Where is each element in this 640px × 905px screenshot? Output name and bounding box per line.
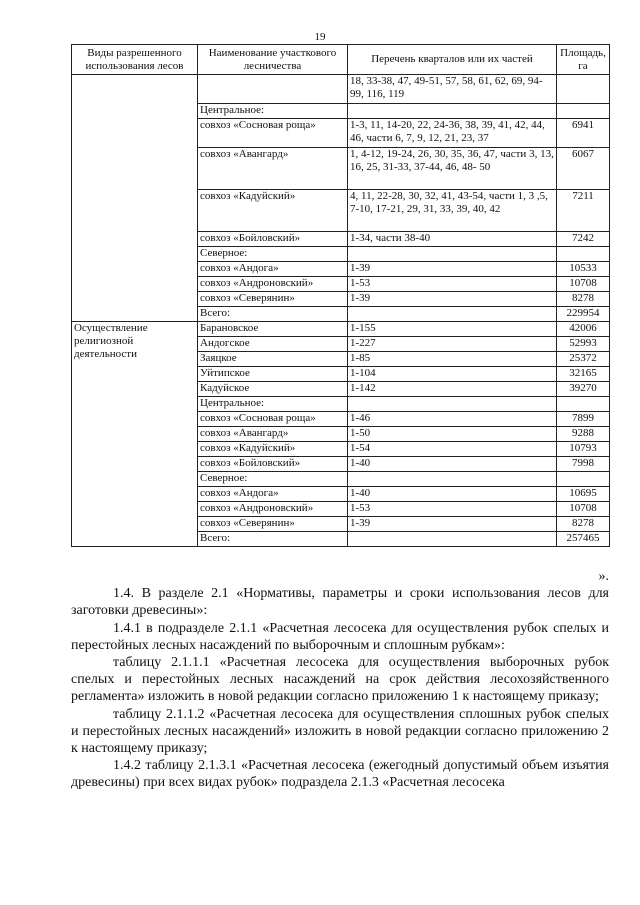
forestry-cell: совхоз «Кадуйский» [198, 190, 348, 232]
quarters-cell: 4, 11, 22-28, 30, 32, 41, 43-54, части 1, 3 ,5, 7-10, 17-21, 29, 31, 33, 39, 40, 42 [348, 190, 557, 232]
paragraph-1-4-1: 1.4.1 в подразделе 2.1.1 «Расчетная лесосека для осуществления рубок спелых и перестойных лесных насаждений по выборочным и сплошным рубкам»: [71, 620, 609, 653]
area-cell [557, 397, 610, 412]
area-cell: 7211 [557, 190, 610, 232]
header-area: Площадь, га [557, 45, 610, 75]
quarters-cell: 1-34, части 38-40 [348, 232, 557, 247]
quarters-cell: 18, 33-38, 47, 49-51, 57, 58, 61, 62, 69, 94-99, 116, 119 [348, 75, 557, 104]
header-quarters: Перечень кварталов или их частей [348, 45, 557, 75]
area-cell: 25372 [557, 352, 610, 367]
forest-use-table [71, 44, 610, 547]
total-quarters-empty [348, 532, 557, 547]
table-row [72, 322, 610, 337]
area-cell: 6067 [557, 148, 610, 190]
area-cell [557, 104, 610, 119]
forestry-cell: Центральное: [198, 397, 348, 412]
total-area: 229954 [557, 307, 610, 322]
forestry-cell: совхоз «Кадуйский» [198, 442, 348, 457]
forestry-cell: совхоз «Северянин» [198, 292, 348, 307]
closing-quote: ». [598, 569, 609, 584]
area-cell: 8278 [557, 292, 610, 307]
quarters-cell [348, 247, 557, 262]
use-type-cell: Осуществление религиозной деятельности [72, 322, 198, 547]
body-text [71, 568, 609, 792]
quarters-cell [348, 104, 557, 119]
total-label: Всего: [198, 532, 348, 547]
use-type-cell [72, 75, 198, 322]
table-row [72, 75, 610, 104]
table-header-row [72, 45, 610, 75]
forestry-cell: Северное: [198, 472, 348, 487]
area-cell [557, 472, 610, 487]
area-cell: 9288 [557, 427, 610, 442]
forestry-cell: совхоз «Авангард» [198, 427, 348, 442]
forestry-cell: совхоз «Сосновая роща» [198, 119, 348, 148]
forestry-cell: совхоз «Андроновский» [198, 277, 348, 292]
page-number: 19 [314, 31, 326, 43]
quarters-cell: 1-39 [348, 517, 557, 532]
area-cell: 32165 [557, 367, 610, 382]
forestry-cell: Центральное: [198, 104, 348, 119]
quarters-cell: 1-142 [348, 382, 557, 397]
area-cell: 42006 [557, 322, 610, 337]
area-cell: 39270 [557, 382, 610, 397]
forestry-cell: совхоз «Андога» [198, 262, 348, 277]
area-cell: 10695 [557, 487, 610, 502]
quarters-cell: 1-54 [348, 442, 557, 457]
area-cell: 10533 [557, 262, 610, 277]
quarters-cell: 1-39 [348, 262, 557, 277]
area-cell: 7998 [557, 457, 610, 472]
quarters-cell: 1-155 [348, 322, 557, 337]
paragraph-1-4: 1.4. В разделе 2.1 «Нормативы, параметры и сроки использования лесов для заготовки древесины»: [71, 586, 609, 619]
quarters-cell: 1-46 [348, 412, 557, 427]
header-forestry: Наименование участкового лесничества [198, 45, 348, 75]
area-cell: 10793 [557, 442, 610, 457]
area-cell: 52993 [557, 337, 610, 352]
quarters-cell: 1, 4-12, 19-24, 26, 30, 35, 36, 47, части 3, 13, 16, 25, 31-33, 37-44, 46, 48- 50 [348, 148, 557, 190]
quarters-cell: 1-104 [348, 367, 557, 382]
forestry-cell: совхоз «Сосновая роща» [198, 412, 348, 427]
total-area: 257465 [557, 532, 610, 547]
forestry-cell: Заяцкое [198, 352, 348, 367]
forestry-cell: совхоз «Бойловский» [198, 457, 348, 472]
quarters-cell: 1-40 [348, 487, 557, 502]
forestry-cell: Уйтипское [198, 367, 348, 382]
quarters-cell: 1-39 [348, 292, 557, 307]
header-use-type: Виды разрешенного использования лесов [72, 45, 198, 75]
quarters-cell: 1-53 [348, 502, 557, 517]
area-cell: 8278 [557, 517, 610, 532]
forestry-cell: совхоз «Северянин» [198, 517, 348, 532]
area-cell [557, 75, 610, 104]
forestry-cell: совхоз «Авангард» [198, 148, 348, 190]
forestry-cell: Барановское [198, 322, 348, 337]
quarters-cell [348, 397, 557, 412]
quarters-cell: 1-40 [348, 457, 557, 472]
area-cell: 7242 [557, 232, 610, 247]
forestry-cell: Кадуйское [198, 382, 348, 397]
forestry-cell: совхоз «Андроновский» [198, 502, 348, 517]
area-cell [557, 247, 610, 262]
paragraph-table-2-1-1-1: таблицу 2.1.1.1 «Расчетная лесосека для осуществления выборочных рубок спелых и перестойных лесных насаждений на срок действия лесохозяйственного регламента» изложить в новой редакции согласно приложению 1 к настоящему приказу; [71, 655, 609, 705]
forestry-cell: совхоз «Бойловский» [198, 232, 348, 247]
forestry-cell: совхоз «Андога» [198, 487, 348, 502]
quarters-cell: 1-227 [348, 337, 557, 352]
forestry-cell: Андогское [198, 337, 348, 352]
forestry-cell [198, 75, 348, 104]
area-cell: 10708 [557, 277, 610, 292]
total-quarters-empty [348, 307, 557, 322]
forestry-cell: Северное: [198, 247, 348, 262]
paragraph-1-4-2: 1.4.2 таблицу 2.1.3.1 «Расчетная лесосека (ежегодный допустимый объем изъятия древесины) при всех видах рубок» подраздела 2.1.3 «Расчетная лесосека [71, 758, 609, 791]
quarters-cell: 1-53 [348, 277, 557, 292]
area-cell: 6941 [557, 119, 610, 148]
total-label: Всего: [198, 307, 348, 322]
quarters-cell [348, 472, 557, 487]
quarters-cell: 1-50 [348, 427, 557, 442]
area-cell: 7899 [557, 412, 610, 427]
quarters-cell: 1-85 [348, 352, 557, 367]
area-cell: 10708 [557, 502, 610, 517]
paragraph-table-2-1-1-2: таблицу 2.1.1.2 «Расчетная лесосека для осуществления сплошных рубок спелых и перестойных лесных насаждений» изложить в новой редакции согласно приложению 2 к настоящему приказу; [71, 706, 609, 757]
quarters-cell: 1-3, 11, 14-20, 22, 24-36, 38, 39, 41, 42, 44, 46, части 6, 7, 9, 12, 21, 23, 37 [348, 119, 557, 148]
